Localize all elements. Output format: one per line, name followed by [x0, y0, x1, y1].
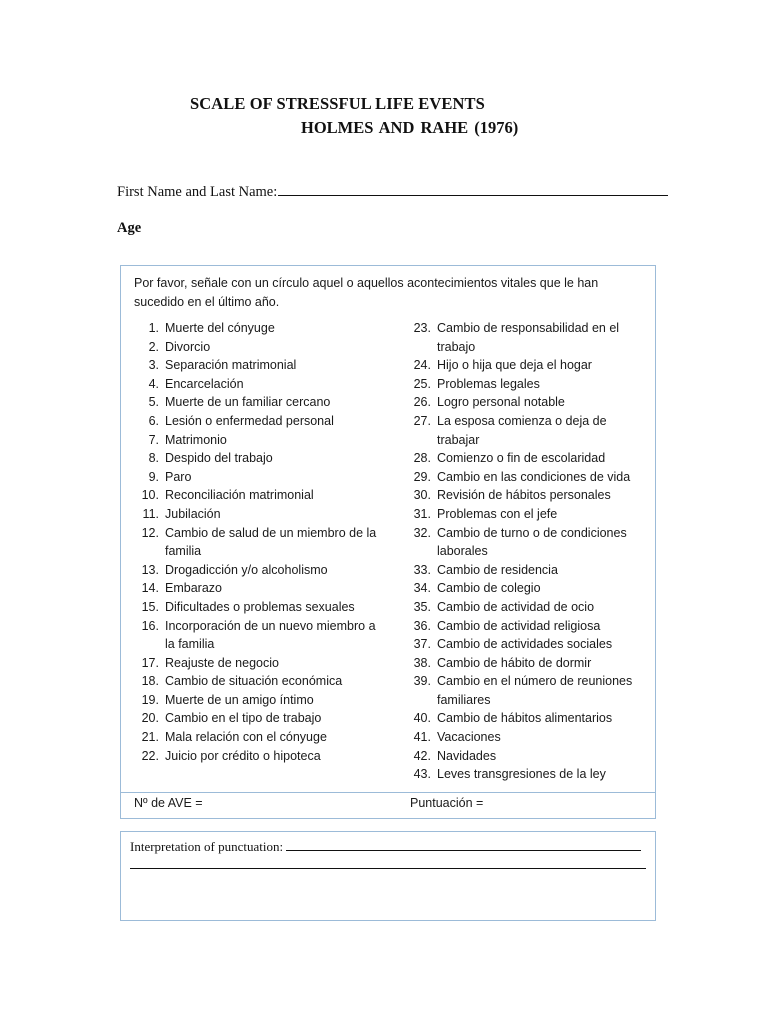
interpretation-row — [130, 838, 641, 855]
event-text: Incorporación de un nuevo miembro a la familia — [165, 618, 376, 652]
score-label: Puntuación = — [410, 796, 484, 810]
event-number: 10. — [141, 488, 159, 503]
event-item[interactable] — [133, 654, 383, 673]
event-item[interactable] — [133, 747, 383, 766]
event-number: 12. — [141, 525, 159, 540]
event-number: 14. — [141, 581, 159, 596]
event-number: 15. — [141, 599, 159, 614]
event-text: Leves transgresiones de la ley — [437, 767, 606, 782]
event-text: Paro — [165, 469, 192, 484]
event-item[interactable] — [133, 561, 383, 580]
event-text: Cambio de colegio — [437, 581, 541, 596]
event-number: 23. — [413, 321, 431, 335]
event-text: Cambio en las condiciones de vida — [437, 469, 631, 484]
event-text: Cambio de hábito de dormir — [437, 655, 592, 670]
event-item[interactable] — [133, 468, 383, 487]
event-text: Hijo o hija que deja el hogar — [437, 358, 592, 373]
event-item[interactable] — [133, 431, 383, 450]
event-item[interactable] — [405, 617, 650, 636]
event-number: 9. — [148, 469, 159, 484]
event-item[interactable] — [133, 375, 383, 394]
event-number: 5. — [148, 395, 159, 410]
event-text: Problemas con el jefe — [437, 506, 558, 521]
event-number: 19. — [141, 692, 159, 707]
event-text: Cambio en el número de reuniones familiares — [437, 674, 633, 707]
event-number: 29. — [413, 469, 431, 484]
event-item[interactable] — [405, 468, 650, 487]
event-item[interactable] — [133, 598, 383, 617]
event-number: 43. — [413, 767, 431, 782]
event-number: 25. — [413, 376, 431, 391]
event-item[interactable] — [405, 635, 650, 654]
event-item[interactable] — [133, 319, 383, 338]
event-text: Cambio de turno o de condiciones laborales — [437, 525, 627, 559]
event-item[interactable] — [405, 747, 650, 766]
event-item[interactable] — [133, 505, 383, 524]
name-field-row — [117, 182, 668, 201]
event-item[interactable] — [133, 579, 383, 598]
ave-count-label: Nº de AVE = — [134, 796, 203, 810]
event-number: 37. — [413, 637, 431, 652]
event-number: 26. — [413, 395, 431, 410]
event-item[interactable] — [405, 728, 650, 747]
event-item[interactable] — [133, 617, 383, 654]
instructions-text: Por favor, señale con un círculo aquel o aquellos acontecimientos vitales que le han sucedido en el último año. — [134, 276, 599, 309]
event-item[interactable] — [405, 672, 650, 709]
document-title: SCALE OF STRESSFUL LIFE EVENTS — [190, 94, 485, 113]
event-text: Reajuste de negocio — [165, 655, 279, 670]
age-label: Age — [117, 220, 142, 236]
event-number: 30. — [413, 488, 431, 503]
event-item[interactable] — [133, 486, 383, 505]
event-number: 42. — [413, 748, 431, 763]
event-number: 38. — [413, 655, 431, 670]
event-number: 35. — [413, 599, 431, 614]
event-item[interactable] — [405, 598, 650, 617]
event-number: 32. — [413, 525, 431, 540]
event-item[interactable] — [405, 319, 650, 356]
event-item[interactable] — [405, 412, 650, 449]
event-item[interactable] — [405, 356, 650, 375]
event-number: 21. — [141, 730, 159, 745]
interpretation-box — [120, 831, 656, 921]
event-number: 4. — [148, 376, 159, 391]
event-text: Encarcelación — [165, 376, 244, 391]
event-number: 36. — [413, 618, 431, 633]
event-item[interactable] — [133, 672, 383, 691]
event-item[interactable] — [405, 579, 650, 598]
document-subtitle: HOLMES AND RAHE (1976) — [301, 118, 519, 137]
event-item[interactable] — [405, 449, 650, 468]
event-text: Lesión o enfermedad personal — [165, 413, 334, 428]
event-item[interactable] — [133, 449, 383, 468]
event-number: 7. — [148, 432, 159, 447]
event-text: Divorcio — [165, 339, 211, 354]
event-number: 6. — [148, 413, 159, 428]
event-item[interactable] — [405, 709, 650, 728]
event-item[interactable] — [133, 393, 383, 412]
event-item[interactable] — [405, 393, 650, 412]
event-text: Navidades — [437, 748, 497, 763]
event-number: 2. — [148, 339, 159, 354]
event-text: Logro personal notable — [437, 395, 565, 410]
event-text: Problemas legales — [437, 376, 540, 391]
event-text: Cambio de situación económica — [165, 674, 343, 689]
interpretation-second-line[interactable] — [130, 868, 646, 869]
event-text: Juicio por crédito o hipoteca — [165, 748, 321, 763]
event-item[interactable] — [405, 486, 650, 505]
event-number: 33. — [413, 562, 431, 577]
event-text: Mala relación con el cónyuge — [165, 730, 327, 745]
event-text: Muerte de un familiar cercano — [165, 395, 331, 410]
event-text: Cambio de actividad de ocio — [437, 599, 595, 614]
event-text: Cambio de salud de un miembro de la familia — [165, 525, 377, 559]
event-number: 34. — [413, 581, 431, 596]
event-number: 39. — [413, 674, 431, 689]
name-blank-line[interactable] — [278, 182, 668, 196]
event-text: Separación matrimonial — [165, 358, 297, 373]
event-number: 31. — [413, 506, 431, 521]
event-text: Matrimonio — [165, 432, 227, 447]
event-number: 11. — [142, 506, 159, 521]
event-item[interactable] — [405, 505, 650, 524]
event-text: Embarazo — [165, 581, 222, 596]
event-text: Vacaciones — [437, 730, 501, 745]
event-number: 40. — [413, 711, 431, 726]
event-text: Revisión de hábitos personales — [437, 488, 611, 503]
event-number: 22. — [141, 748, 159, 763]
event-text: Cambio de actividades sociales — [437, 637, 613, 652]
event-number: 20. — [141, 711, 159, 726]
event-text: Comienzo o fin de escolaridad — [437, 451, 606, 466]
event-number: 13. — [141, 562, 159, 577]
event-text: Cambio de actividad religiosa — [437, 618, 601, 633]
event-item[interactable] — [405, 524, 650, 561]
event-number: 3. — [148, 358, 159, 373]
event-item[interactable] — [133, 338, 383, 357]
event-number: 24. — [413, 358, 431, 373]
event-number: 18. — [141, 674, 159, 689]
event-item[interactable] — [405, 375, 650, 394]
event-item[interactable] — [133, 709, 383, 728]
event-item[interactable] — [133, 691, 383, 710]
event-number: 8. — [148, 451, 159, 466]
event-text: Despido del trabajo — [165, 451, 273, 466]
event-item[interactable] — [133, 356, 383, 375]
events-box — [120, 265, 656, 819]
event-number: 28. — [413, 451, 431, 466]
events-list-right — [405, 319, 650, 784]
event-item[interactable] — [405, 561, 650, 580]
event-item[interactable] — [405, 654, 650, 673]
event-number: 16. — [141, 618, 159, 633]
footer-divider — [121, 792, 655, 793]
event-text: Cambio en el tipo de trabajo — [165, 711, 322, 726]
event-item[interactable] — [133, 524, 383, 561]
event-text: Muerte del cónyuge — [165, 321, 275, 335]
interpretation-blank-line[interactable] — [286, 838, 641, 851]
event-text: Jubilación — [165, 506, 221, 521]
interpretation-label: Interpretation of punctuation: — [130, 839, 284, 854]
event-text: Dificultades o problemas sexuales — [165, 599, 355, 614]
event-item[interactable] — [133, 728, 383, 747]
event-number: 17. — [141, 655, 159, 670]
event-text: La esposa comienza o deja de trabajar — [437, 413, 607, 447]
event-text: Muerte de un amigo íntimo — [165, 692, 314, 707]
event-item[interactable] — [133, 412, 383, 431]
event-number: 1. — [148, 321, 159, 335]
name-label: First Name and Last Name: — [117, 184, 278, 200]
event-number: 41. — [413, 730, 431, 745]
event-text: Drogadicción y/o alcoholismo — [165, 562, 328, 577]
event-text: Reconciliación matrimonial — [165, 488, 314, 503]
event-text: Cambio de responsabilidad en el trabajo — [437, 321, 620, 354]
events-list-left — [133, 319, 383, 765]
event-item[interactable] — [405, 765, 650, 784]
event-text: Cambio de hábitos alimentarios — [437, 711, 613, 726]
event-number: 27. — [413, 413, 431, 428]
event-text: Cambio de residencia — [437, 562, 558, 577]
